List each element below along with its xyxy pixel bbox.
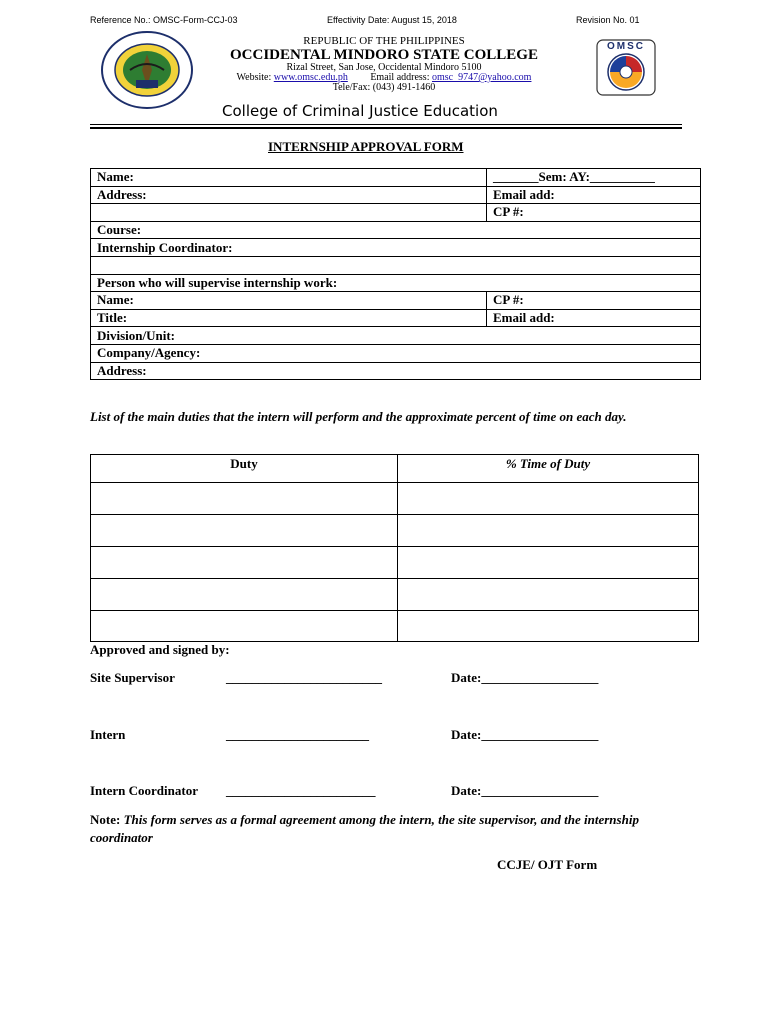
table-row [91,579,699,611]
company-address-field[interactable]: Address: [91,362,701,380]
intern-info-table [90,168,701,380]
email-link[interactable]: omsc_9747@yahoo.com [431,72,532,83]
note [90,811,680,847]
duty-cell[interactable] [91,579,398,611]
cp-field[interactable]: CP #: [487,204,701,222]
college-address: Rizal Street, San Jose, Occidental Mindoro 5100 [286,62,482,73]
site-supervisor-signature-line[interactable]: ________________________ [226,670,382,685]
supervisor-email-field[interactable]: Email add: [487,309,701,327]
intern-label: Intern [90,727,126,742]
time-cell[interactable] [398,515,699,547]
time-cell[interactable] [398,579,699,611]
approved-by-label: Approved and signed by: [90,642,230,657]
email-field[interactable]: Email add: [487,186,701,204]
duty-cell[interactable] [91,515,398,547]
time-cell[interactable] [398,611,699,642]
division-field[interactable]: Division/Unit: [91,327,701,345]
college-seal-logo [100,30,194,110]
note-label: Note: [90,812,121,827]
header-divider-thin [90,124,682,125]
college-name: OCCIDENTAL MINDORO STATE COLLEGE [230,47,538,63]
supervisor-name-field[interactable]: Name: [91,292,487,310]
effectivity-date: Effectivity Date: August 15, 2018 [327,15,457,25]
table-row [91,483,699,515]
coordinator-signature-line[interactable]: _______________________ [226,783,376,798]
table-row [91,611,699,642]
website-link[interactable]: www.omsc.edu.ph [273,72,348,83]
duty-cell[interactable] [91,483,398,515]
duty-column-header: Duty [91,455,398,483]
coordinator-date[interactable]: Date:__________________ [451,783,599,798]
intern-coordinator-label: Intern Coordinator [90,783,198,798]
supervisor-heading: Person who will supervise internship work: [91,274,701,292]
republic-text: REPUBLIC OF THE PHILIPPINES [303,35,465,47]
duties-table [90,454,699,642]
time-cell[interactable] [398,483,699,515]
course-field[interactable]: Course: [91,221,701,239]
note-text: This form serves as a formal agreement among the intern, the site supervisor, and the internship coordinator [90,812,639,845]
omsc-ccje-logo [596,39,656,96]
coordinator-field[interactable]: Internship Coordinator: [91,239,701,257]
intern-signature-line[interactable]: ______________________ [226,727,369,742]
table-row [91,547,699,579]
coordinator-field-continued[interactable] [91,256,701,274]
footer-form-label: CCJE/ OJT Form [497,857,598,872]
duty-cell[interactable] [91,611,398,642]
address-field-continued[interactable] [91,204,487,222]
header-divider-thick [90,127,682,129]
site-supervisor-label: Site Supervisor [90,670,175,685]
form-title: INTERNSHIP APPROVAL FORM [268,139,464,154]
telefax: Tele/Fax: (043) 491-1460 [332,82,436,93]
site-supervisor-date[interactable]: Date:__________________ [451,670,599,685]
supervisor-cp-field[interactable]: CP #: [487,292,701,310]
duty-cell[interactable] [91,547,398,579]
table-row [91,515,699,547]
omsc-logo-text: OMSC [607,41,645,52]
intern-date[interactable]: Date:__________________ [451,727,599,742]
company-field[interactable]: Company/Agency: [91,344,701,362]
reference-number: Reference No.: OMSC-Form-CCJ-03 [90,15,238,25]
time-cell[interactable] [398,547,699,579]
website-email-line: Website: www.omsc.edu.ph Email address: omsc_9747@yahoo.com [236,72,532,83]
supervisor-title-field[interactable]: Title: [91,309,487,327]
name-field[interactable]: Name: [91,169,487,187]
address-field[interactable]: Address: [91,186,487,204]
revision-number: Revision No. 01 [576,15,640,25]
time-column-header: % Time of Duty [398,455,699,483]
sem-ay-field[interactable]: _______Sem: AY:__________ [487,169,701,187]
duties-intro: List of the main duties that the intern will perform and the approximate percent of time on each day. [90,409,627,424]
department-name: College of Criminal Justice Education [222,102,498,120]
